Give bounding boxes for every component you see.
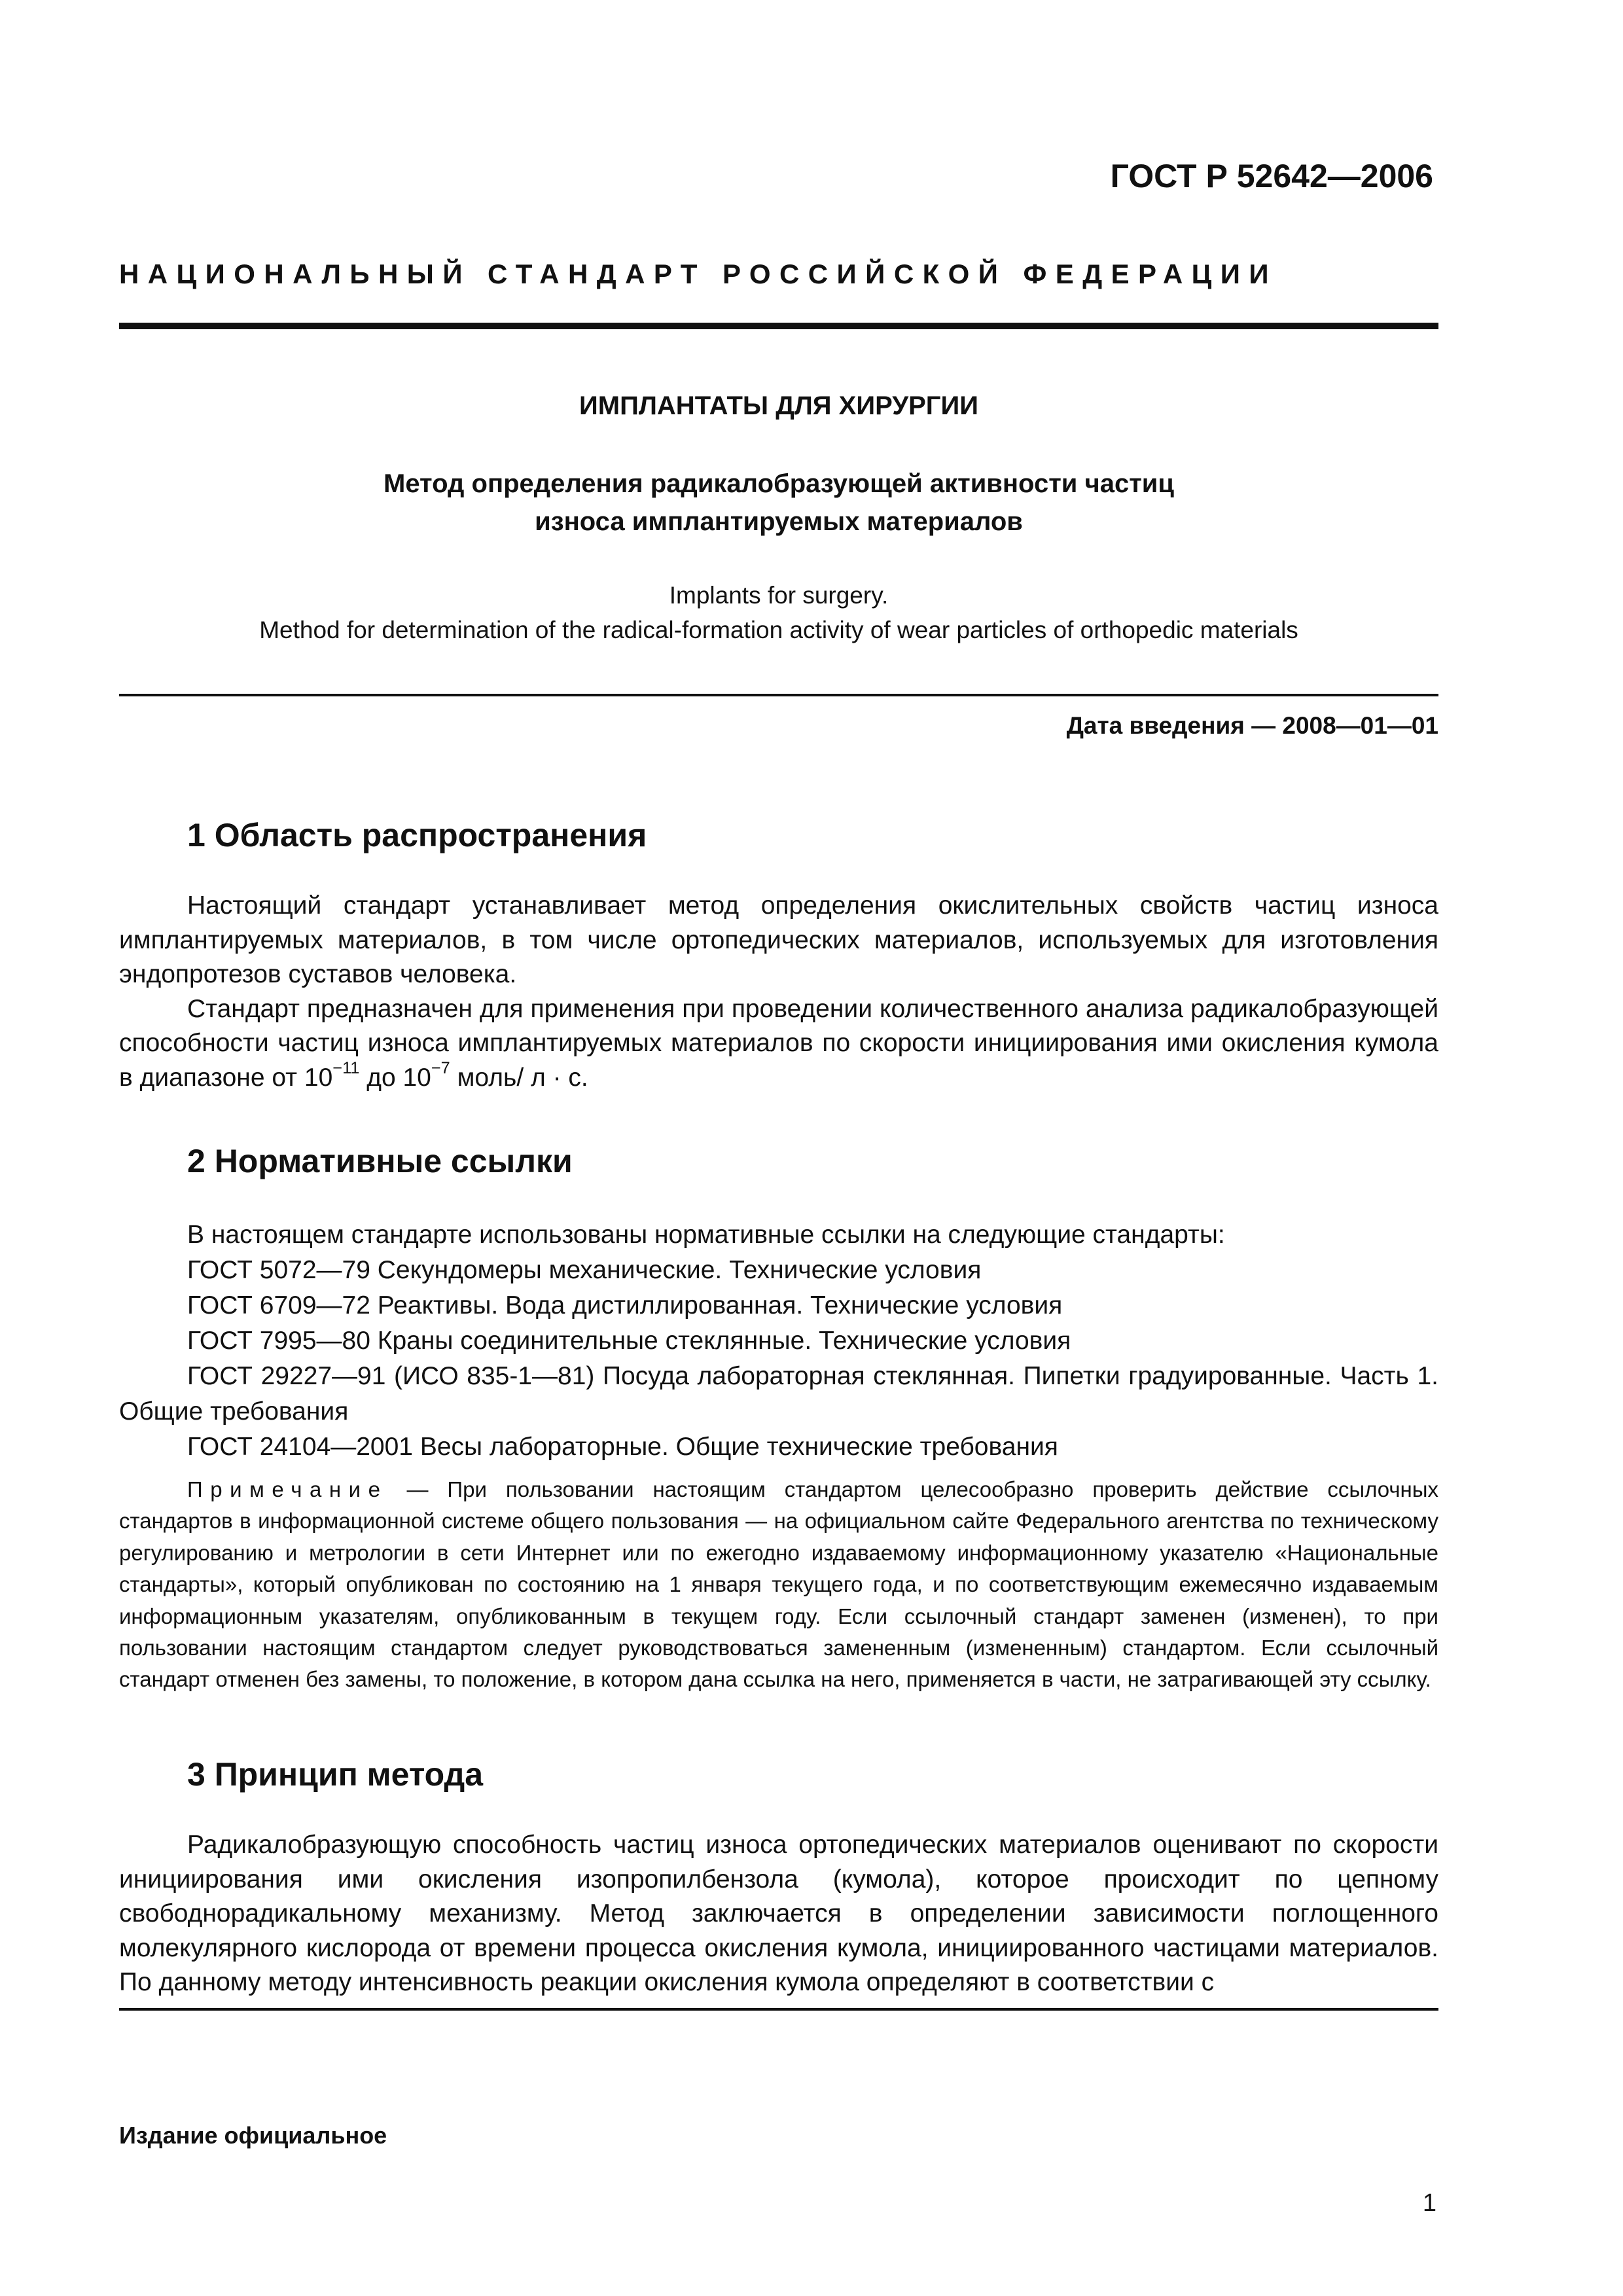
reference-item: ГОСТ 24104—2001 Весы лабораторные. Общие технические требования (187, 1433, 1058, 1461)
reference-item: ГОСТ 29227—91 (ИСО 835-1—81) Посуда лабораторная стеклянная. Пипетки градуированные. Часть 1. Общие требования (119, 1362, 1438, 1426)
document-title: ИМПЛАНТАТЫ ДЛЯ ХИРУРГИИ (579, 391, 978, 420)
subtitle-line-1: Метод определения радикалобразующей активности частиц (383, 469, 1174, 498)
section-2-heading: 2 Нормативные ссылки (187, 1143, 573, 1179)
reference-item: ГОСТ 5072—79 Секундомеры механические. Технические условия (187, 1256, 982, 1284)
english-title (119, 578, 1438, 647)
english-title-line-1: Implants for surgery. (669, 582, 889, 609)
footer-divider (119, 2008, 1438, 2011)
section-1-heading: 1 Область распространения (187, 817, 647, 853)
references-note (119, 1474, 1438, 1696)
exponent-lower: −11 (332, 1058, 360, 1077)
note-label: Примечание (187, 1477, 388, 1501)
section-3-body (119, 1828, 1438, 2000)
edition-label: Издание официальное (119, 2122, 387, 2149)
standard-designation: ГОСТ Р 52642—2006 (1110, 158, 1433, 194)
section-3-paragraph-1: Радикалобразующую способность частиц износа ортопедических материалов оценивают по скорости инициирования ими окисления изопропилбензола (кумола), которое происходит по цепному свободнорадикальному механизму. Метод заключается в определении зависимости поглощенного молекулярного кислорода от времени процесса окисления кумола, инициированного частицами материалов. По данному методу интенсивность реакции окисления кумола определяют в соответствии с (119, 1831, 1438, 1996)
page-number: 1 (1422, 2189, 1436, 2217)
section-1-body (119, 889, 1438, 1095)
english-title-line-2: Method for determination of the radical-formation activity of wear particles of orthopedic materials (259, 617, 1298, 643)
normative-references (119, 1217, 1438, 1465)
subtitle-line-2: износа имплантируемых материалов (535, 507, 1023, 536)
reference-item: ГОСТ 6709—72 Реактивы. Вода дистиллированная. Технические условия (187, 1291, 1063, 1319)
exponent-upper: −7 (431, 1058, 450, 1077)
reference-item: ГОСТ 7995—80 Краны соединительные стеклянные. Технические условия (187, 1327, 1071, 1355)
references-intro: В настоящем стандарте использованы нормативные ссылки на следующие стандарты: (187, 1221, 1225, 1249)
section-1-paragraph-1: Настоящий стандарт устанавливает метод определения окислительных свойств частиц износа имплантируемых материалов, в том числе ортопедических материалов, используемых для изготовления эндопротезов суставов человека. (119, 891, 1438, 988)
section-3-heading: 3 Принцип метода (187, 1756, 484, 1793)
section-1-paragraph-2: Стандарт предназначен для применения при проведении количественного анализа радикалобразующей способности частиц износа имплантируемых материалов по скорости инициирования ими окисления кумола в диапазоне от $10^{-11}$ до $10^{-7}$ моль/ л · с. (119, 994, 1438, 1092)
header-divider (119, 323, 1438, 329)
document-subtitle (119, 465, 1438, 541)
introduction-date: Дата введения — 2008—01—01 (1066, 712, 1438, 739)
note-text: — При пользовании настоящим стандартом целесообразно проверить действие ссылочных стандартов в информационной системе общего пользования — на официальном сайте Федерального агентства по техническому регулированию и метрологии в сети Интернет или по ежегодно издаваемому информационному указателю «Национальные стандарты», который опубликован по состоянию на 1 января текущего года, и по соответствующим ежемесячно издаваемым информационным указателям, опубликованным в текущем году. Если ссылочный стандарт заменен (изменен), то при пользовании настоящим стандартом следует руководствоваться замененным (измененным) стандартом. Если ссылочный стандарт отменен без замены, то положение, в котором дана ссылка на него, применяется в части, не затрагивающей эту ссылку. (119, 1477, 1438, 1692)
national-standard-title: НАЦИОНАЛЬНЫЙ СТАНДАРТ РОССИЙСКОЙ ФЕДЕРАЦИИ (119, 259, 1277, 289)
title-divider (119, 694, 1438, 696)
